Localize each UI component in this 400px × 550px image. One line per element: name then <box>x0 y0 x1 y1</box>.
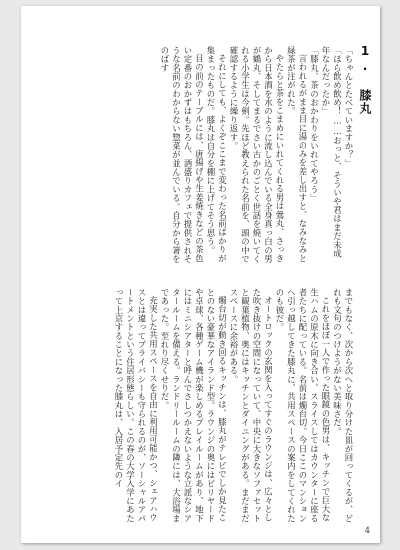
paragraph: 充実した共用スペースを自由に利用可能かつ、シェアハウスとは違ってプライバシーも守られるのが、ソーシャルアパートメントという住居形態らしい。この春の大学入学にあたって上京することになった膝丸は、入居予定先のイ <box>114 288 159 523</box>
page-number: 4 <box>364 526 370 535</box>
paragraph: 「ほら飲め飲め！……おっと、そういや君はまだ未成年なんだったか」 <box>321 46 343 258</box>
paragraph: 言われるがまま目に湯のみを差し出すと、なみなみと緑茶が注がれた。 <box>286 46 308 263</box>
paragraph: それにしても、よくぞここまで変わった名前ばかりが集まったものだ。膝丸は自分を棚に上げてそう思う。 <box>206 46 228 263</box>
paragraph: 「ちゃんとたべていますか？」 <box>344 46 354 168</box>
lower-text-block <box>66 288 354 528</box>
book-page <box>21 6 380 543</box>
paragraph: 「膝丸、茶のおかわりをいれてやろう」 <box>309 46 320 203</box>
paragraph: までもなく、次から次へと取り分けた皿が回ってくるが、どれも文句のつけようがない美味さだ。 <box>332 288 354 523</box>
chapter-heading: 1. 膝丸 <box>358 44 372 115</box>
paragraph: オートロックの玄関を入ってすぐのラウンジは、広々とした吹き抜けの空間になっていて、中央に大きなソファセットと観葉植物、奥にはキッチンとダイニングがある。まだまだスペースに余裕がある。 <box>229 288 274 523</box>
paragraph: これをほぼ一人で作った眼鏡の色男は、キッチンで巨大な生ハムの原木に向き合い、スライスしてはカウンターに座る者たちに配っている。名前は燭台切。今日ここのマンションへ引っ越してきた膝丸に、共用スペースの案内をしてくれたのも彼だ。 <box>275 288 331 523</box>
paragraph: 目の前のテーブルには、唐揚げや生姜焼きなどの茶色い定番のおかずはもちろん、酒盛りカフェで提供されそうな名前のわからない惣菜が並んでいる。自分から箸をのばす <box>160 46 205 264</box>
upper-text-block <box>66 46 354 266</box>
paragraph: やたらと茶をこまめにいれてくれる男は鶯丸、さっきから日本酒を水のように流し込んでいる全身真っ白の男が鶴丸、そしてまるでさい古かのごとく世話を焼いてくれる小学生は今剣。先ほど教えられた名前を、頭の中で確認するように繰り返す。 <box>229 46 285 264</box>
paragraph: 燭台切が動き回るキッチンは、膝丸がテレビでしか見たことのない豪華なアイランド型。ラウンジの奥にはビリヤードや卓球、各種ゲーム機が楽しめるプレイルームがあり、地下にはミニシアターと呼んでさしつかえないような立派なシアタールームを備える。ランドリールームの隣には、大浴場まであった。至れり尽くせりだ。 <box>160 288 228 523</box>
